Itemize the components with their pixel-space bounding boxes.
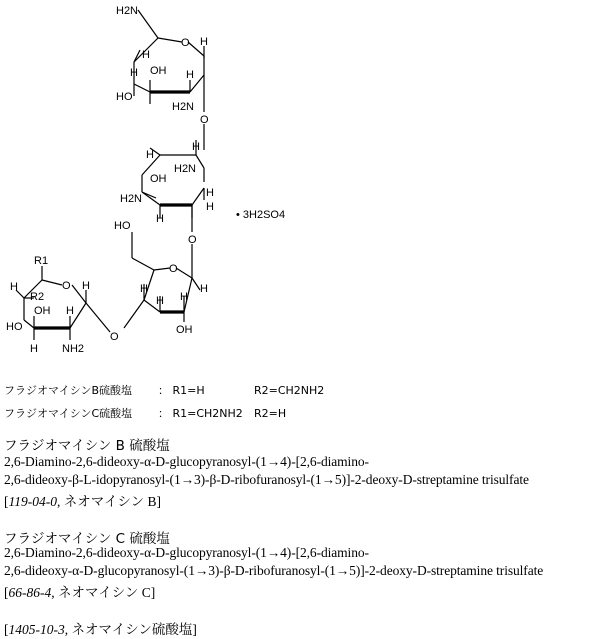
legend-r1-value: R1=H	[172, 384, 205, 397]
hydrogen-label: H	[82, 280, 90, 292]
hydrogen-label: H	[156, 213, 164, 225]
amine-label: H2N	[174, 163, 197, 175]
hydrogen-label: H	[186, 69, 194, 81]
hydrogen-label: H	[66, 305, 74, 317]
compound-b-title: フラジオマイシン B 硫酸塩	[4, 438, 170, 454]
salt-label: • 3H2SO4	[236, 209, 286, 221]
amine-label: H2N	[172, 101, 195, 113]
glycosidic-oxygen-label: O	[200, 114, 209, 126]
cas-number: 119-04-0	[8, 494, 57, 509]
r2-label: R2	[30, 291, 45, 303]
cas-number: 1405-10-3	[8, 622, 65, 637]
hydroxyl-label: HO	[6, 321, 23, 333]
legend-compound-name: フラジオマイシンC硫酸塩	[4, 407, 133, 420]
ring-oxygen-label: O	[181, 37, 190, 49]
legend-row-b: フラジオマイシンB硫酸塩 ： R1=H R2=CH2NH2	[4, 384, 325, 397]
r1-label: R1	[34, 255, 49, 267]
legend-row-c: フラジオマイシンC硫酸塩 ： R1=CH2NH2 R2=H	[4, 407, 287, 420]
compound-c-title: フラジオマイシン C 硫酸塩	[4, 531, 170, 547]
glycosidic-oxygen-label: O	[188, 234, 197, 246]
hydrogen-label: H	[206, 201, 214, 213]
hydrogen-label: H	[180, 291, 188, 303]
hydrogen-label: H	[146, 149, 154, 161]
legend-r2-value: R2=CH2NH2	[254, 384, 325, 397]
hydrogen-label: H	[206, 187, 214, 199]
hydrogen-label: H	[10, 281, 18, 293]
compound-c-name-line2: 2,6-dideoxy-α-D-glucopyranosyl-(1→3)-β-D-ribofuranosyl-(1→5)]-2-deoxy-D-streptamine trisulfate	[4, 563, 544, 578]
hydroxyl-label: HO	[116, 91, 133, 103]
ring-oxygen-label: O	[169, 263, 178, 275]
hydrogen-label: H	[200, 36, 208, 48]
hydroxyl-label: HO	[114, 220, 131, 232]
atom-labels	[6, 5, 285, 355]
compound-c-cas: [66-86-4, ネオマイシン C]	[4, 585, 156, 600]
hydroxyl-label: OH	[34, 305, 51, 317]
structure-bonds	[16, 10, 204, 340]
synonym: ネオマイシン硫酸塩	[71, 622, 193, 637]
hydrogen-label: H	[192, 141, 200, 153]
hydrogen-label: H	[30, 343, 38, 355]
hydrogen-label: H	[200, 283, 208, 295]
legend-r1-value: R1=CH2NH2	[172, 407, 243, 420]
hydrogen-label: H	[130, 67, 138, 79]
cas-number: 66-86-4	[8, 585, 52, 600]
compound-b-name-line1: 2,6-Diamino-2,6-dideoxy-α-D-glucopyranosyl-(1→4)-[2,6-diamino-	[4, 454, 369, 469]
mixture-cas: [1405-10-3, ネオマイシン硫酸塩]	[4, 622, 197, 637]
amine-label: H2N	[120, 193, 143, 205]
hydrogen-label: H	[140, 283, 148, 295]
compound-c-name-line1: 2,6-Diamino-2,6-dideoxy-α-D-glucopyranosyl-(1→4)-[2,6-diamino-	[4, 545, 369, 560]
compound-b-name-line2: 2,6-dideoxy-β-L-idopyranosyl-(1→3)-β-D-ribofuranosyl-(1→5)]-2-deoxy-D-streptamine trisulfate	[4, 472, 529, 487]
ring-oxygen-label: O	[62, 280, 71, 292]
synonym: ネオマイシン C	[58, 585, 151, 600]
hydroxyl-label: OH	[176, 324, 193, 336]
synonym: ネオマイシン B	[63, 494, 157, 509]
compound-b-cas: [119-04-0, ネオマイシン B]	[4, 494, 162, 509]
amine-label: H2N	[116, 5, 139, 17]
hydrogen-label: H	[156, 295, 164, 307]
legend-compound-name: フラジオマイシンB硫酸塩	[4, 384, 133, 397]
hydroxyl-label: OH	[150, 65, 167, 77]
amine-label: NH2	[62, 343, 85, 355]
hydrogen-label: H	[142, 49, 150, 61]
glycosidic-oxygen-label: O	[110, 331, 119, 343]
hydroxyl-label: OH	[150, 173, 167, 185]
legend-r2-value: R2=H	[254, 407, 287, 420]
